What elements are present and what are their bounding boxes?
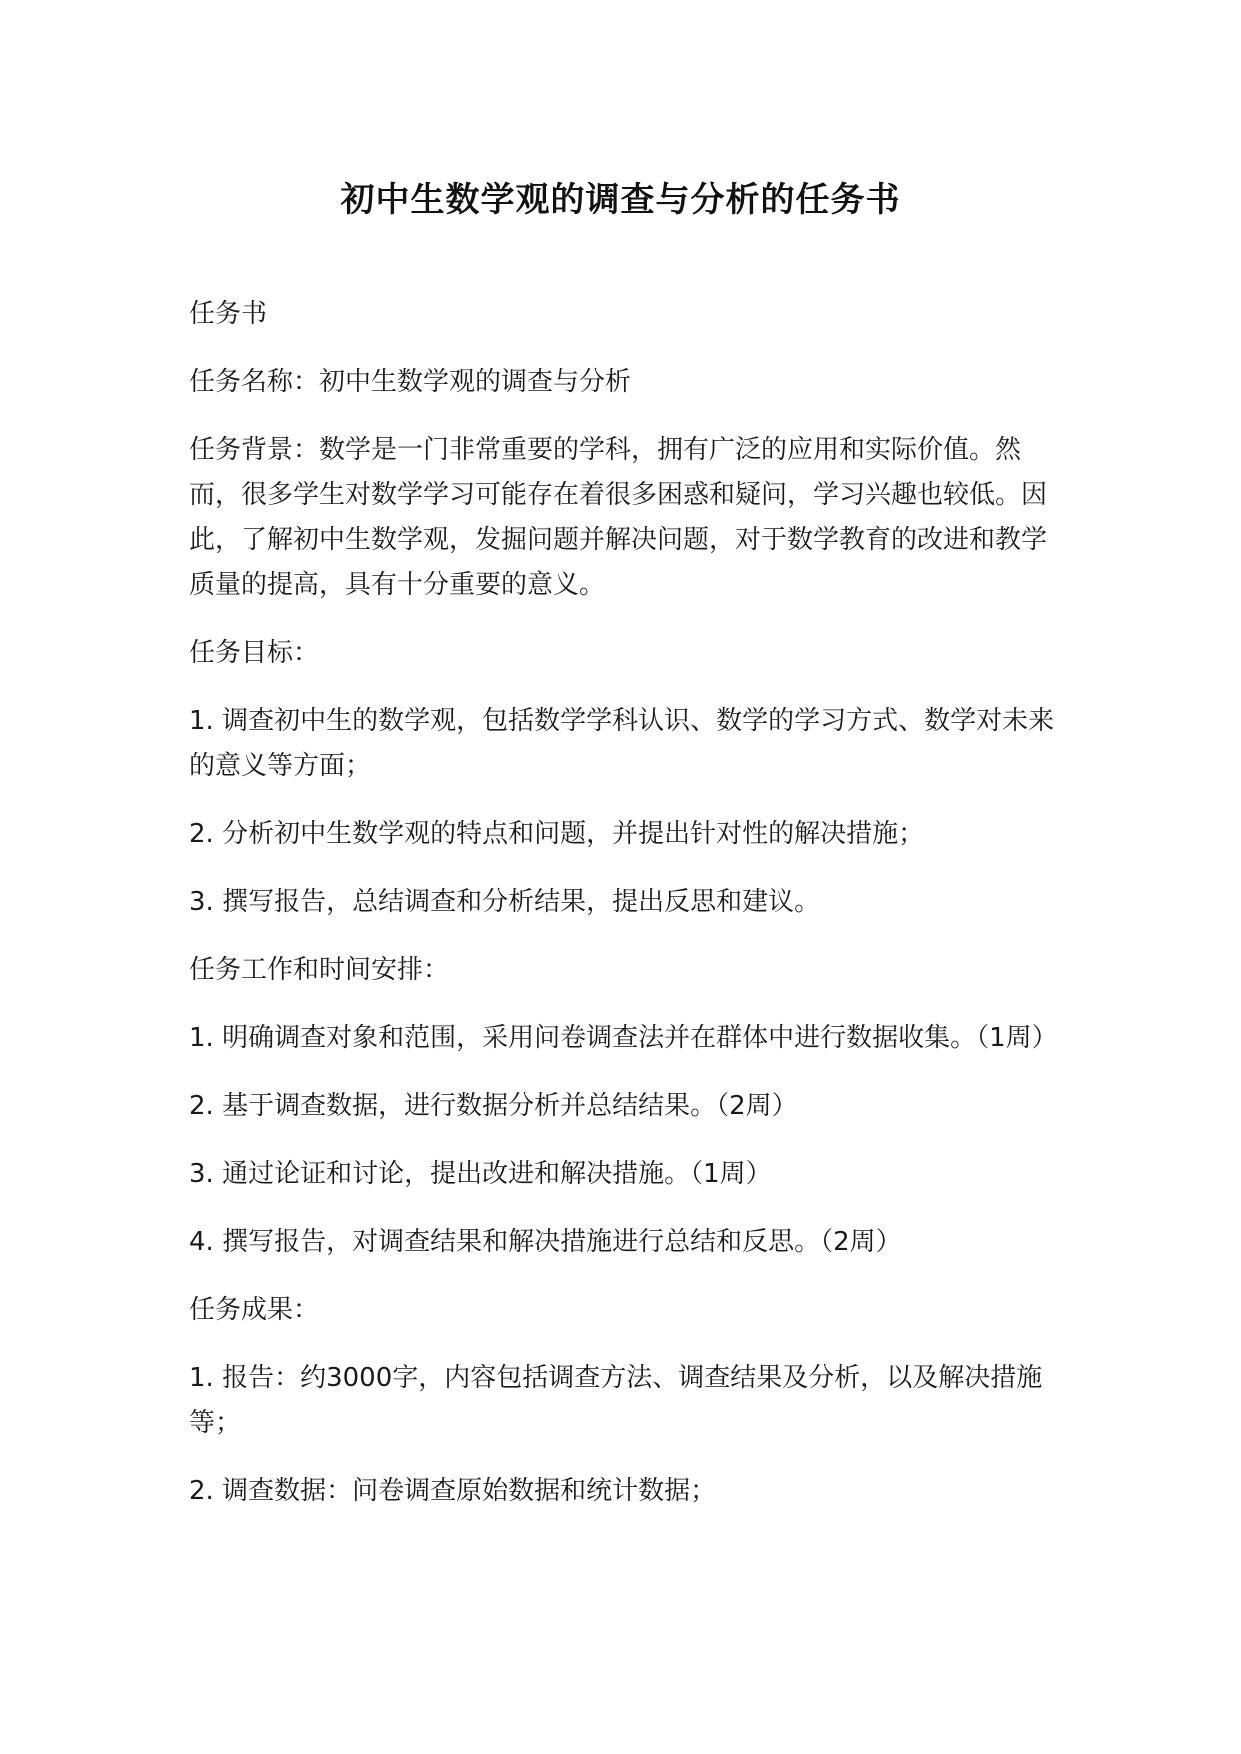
goal-item: 2. 分析初中生数学观的特点和问题，并提出针对性的解决措施； [189,819,925,849]
document-title: 初中生数学观的调查与分析的任务书 [340,180,901,220]
schedule-item: 3. 通过论证和讨论，提出改进和解决措施。（1周） [189,1159,772,1189]
result-item: 2. 调查数据：问卷调查原始数据和统计数据； [189,1476,717,1506]
schedule-item: 1. 明确调查对象和范围，采用问卷调查法并在群体中进行数据收集。（1周） [189,1023,1058,1053]
section-heading-task-book: 任务书 [189,299,268,329]
schedule-item: 2. 基于调查数据，进行数据分析并总结结果。（2周） [189,1091,798,1121]
document-body [189,292,1069,1537]
schedule-item: 4. 撰写报告，对调查结果和解决措施进行总结和反思。（2周） [189,1227,902,1257]
task-name-paragraph: 任务名称：初中生数学观的调查与分析 [189,367,632,397]
goal-item: 3. 撰写报告，总结调查和分析结果，提出反思和建议。 [189,887,821,917]
task-background-paragraph: 任务背景：数学是一门非常重要的学科，拥有广泛的应用和实际价值。然而，很多学生对数学学习可能存在着很多困惑和疑问，学习兴趣也较低。因此，了解初中生数学观，发掘问题并解决问题，对于数学教育的改进和教学质量的提高，具有十分重要的意义。 [189,435,1048,600]
section-heading-results: 任务成果： [189,1295,320,1325]
section-heading-goals: 任务目标： [189,638,320,668]
section-heading-schedule: 任务工作和时间安排： [189,955,450,985]
result-item: 1. 报告：约3000字，内容包括调查方法、调查结果及分析，以及解决措施等； [189,1363,1043,1438]
goal-item: 1. 调查初中生的数学观，包括数学学科认识、数学的学习方式、数学对未来的意义等方面； [189,706,1055,781]
